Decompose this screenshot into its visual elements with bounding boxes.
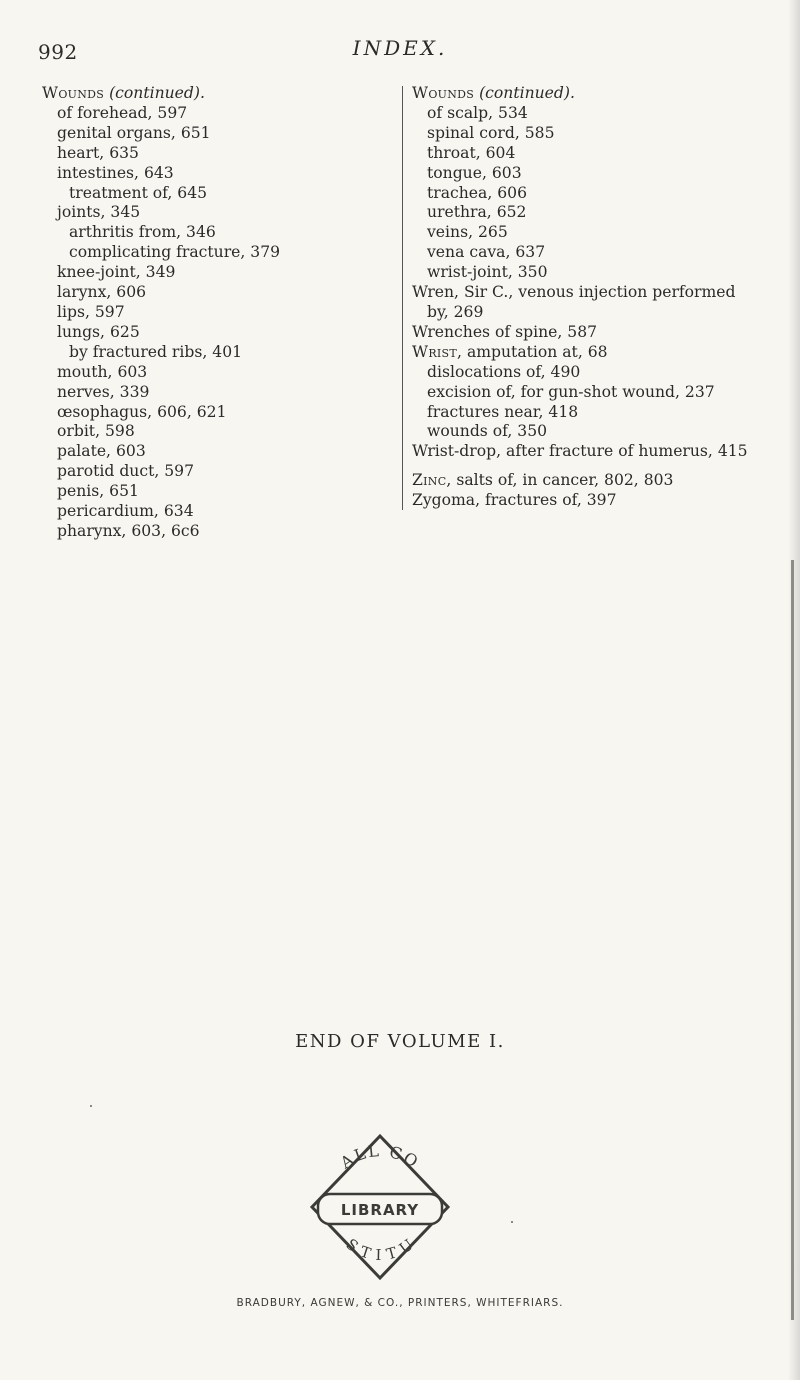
entry-text: genital organs, 651 [57,123,211,142]
entry-text: heart, 635 [57,143,139,162]
entry-text: of forehead, 597 [57,103,188,122]
print-speck [511,1221,513,1223]
index-entry [412,491,787,511]
index-heading [42,84,397,104]
entry-text: vena cava, 637 [427,243,546,262]
entry-text: penis, 651 [57,482,139,501]
index-entry [42,303,397,323]
index-entry [42,502,397,522]
entry-text: veins, 265 [427,223,508,242]
entry-text: larynx, 606 [57,283,147,302]
index-column-right [412,84,787,511]
index-entry [42,422,397,442]
entry-text: joints, 345 [57,203,141,222]
index-entry [412,263,787,283]
index-entries [42,104,397,542]
end-of-volume-note: END OF VOLUME I. [295,1031,505,1052]
entry-head-word: Zinc [412,471,447,490]
index-entry [412,283,787,303]
page-edge-shadow [788,0,800,1380]
stamp-bottom-text: S T I T U [342,1234,418,1265]
index-entry [412,422,787,442]
entry-text: lungs, 625 [57,322,140,341]
stamp-top-text: ALL CO [336,1140,423,1173]
heading-continued: (continued). [109,84,205,102]
entry-text: Wrist-drop, after fracture of humerus, 415 [412,442,748,461]
index-entry [42,482,397,502]
index-entry [412,471,787,491]
index-entry [42,223,397,243]
entry-text: Zygoma, fractures of, 397 [412,491,617,510]
index-entry [42,522,397,542]
running-head: INDEX. [352,36,448,60]
index-entry [412,343,787,363]
index-entry [412,363,787,383]
index-entry [42,383,397,403]
entry-text: parotid duct, 597 [57,462,195,481]
entry-text: complicating fracture, 379 [69,243,281,262]
index-entries [412,104,787,511]
heading-continued: (continued). [479,84,575,102]
index-entry [412,383,787,403]
entry-text: pericardium, 634 [57,502,194,521]
entry-text: œsophagus, 606, 621 [57,402,227,421]
index-entry [412,124,787,144]
index-entry [42,203,397,223]
entry-text: lips, 597 [57,302,125,321]
index-entry [412,184,787,204]
heading-word: Wounds [412,84,475,102]
entry-text: of scalp, 534 [427,103,528,122]
index-heading [412,84,787,104]
index-column-left [42,84,397,542]
entry-text: wounds of, 350 [427,422,548,441]
entry-text: mouth, 603 [57,362,148,381]
index-entry [42,184,397,204]
entry-text: by, 269 [427,302,484,321]
index-entry [412,164,787,184]
index-entry [42,462,397,482]
entry-text: knee-joint, 349 [57,263,176,282]
index-entry [42,243,397,263]
index-entry [42,442,397,462]
entry-head-word: Wrist [412,342,458,361]
index-entry [412,144,787,164]
library-stamp-seal [300,1132,460,1282]
printer-imprint: BRADBURY, AGNEW, & CO., PRINTERS, WHITEFRIARS. [236,1297,564,1309]
column-divider [402,86,403,510]
entry-text: Wrenches of spine, 587 [412,322,598,341]
entry-text: nerves, 339 [57,382,150,401]
index-entry [412,223,787,243]
index-entry [42,343,397,363]
index-entry [412,403,787,423]
index-entry [42,124,397,144]
index-entry [412,203,787,223]
entry-text: palate, 603 [57,442,146,461]
index-entry [42,164,397,184]
entry-text: Wren, Sir C., venous injection performed [412,283,736,302]
entry-text: fractures near, 418 [427,402,579,421]
entry-text: by fractured ribs, 401 [69,342,243,361]
stamp-center-text: LIBRARY [340,1201,420,1219]
index-entry [412,442,787,462]
entry-text: , salts of, in cancer, 802, 803 [446,471,674,490]
index-entry [42,363,397,383]
entry-text: orbit, 598 [57,422,135,441]
entry-text: spinal cord, 585 [427,123,555,142]
index-entry [42,323,397,343]
entry-text: dislocations of, 490 [427,362,581,381]
entry-text: wrist-joint, 350 [427,263,548,282]
entry-text: intestines, 643 [57,163,174,182]
index-entry [412,104,787,124]
entry-text: excision of, for gun-shot wound, 237 [427,382,715,401]
index-entry [42,403,397,423]
index-entry [412,303,787,323]
print-speck [90,1105,92,1107]
entry-text: pharynx, 603, 6c6 [57,521,200,540]
index-entry [412,323,787,343]
page-number: 992 [38,40,78,64]
index-entry [42,144,397,164]
entry-text: urethra, 652 [427,203,527,222]
index-entry [42,283,397,303]
entry-text: arthritis from, 346 [69,223,216,242]
entry-text: , amputation at, 68 [457,342,608,361]
entry-text: treatment of, 645 [69,183,208,202]
entry-text: throat, 604 [427,143,516,162]
index-entry [412,243,787,263]
library-stamp [300,1132,460,1282]
entry-text: tongue, 603 [427,163,522,182]
binding-edge-line [791,560,794,1320]
index-entry [42,263,397,283]
entry-text: trachea, 606 [427,183,527,202]
index-entry [42,104,397,124]
heading-word: Wounds [42,84,105,102]
